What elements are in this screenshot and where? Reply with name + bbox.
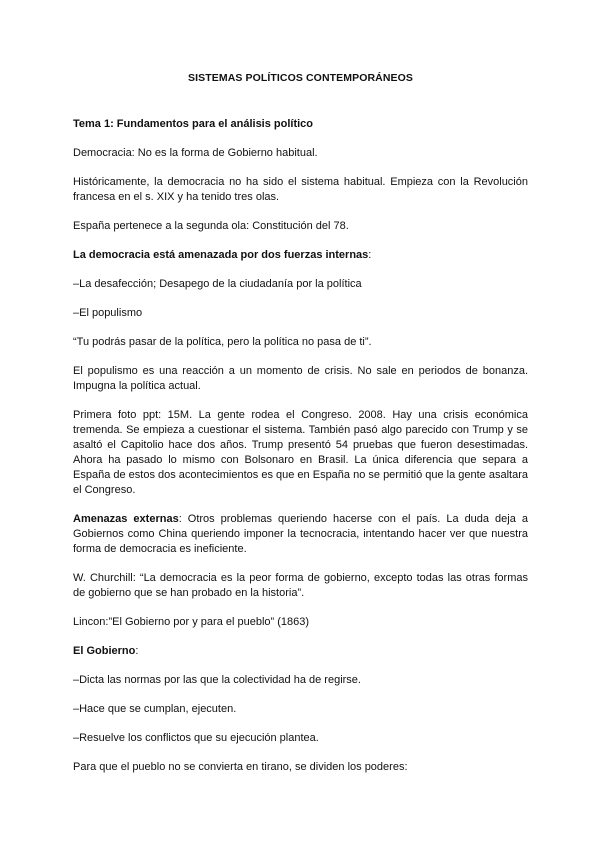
list-item-populismo: –El populismo <box>73 307 143 319</box>
amenazas-externas-text: : Otros problemas queriendo hacerse con el país. La duda deja a Gobiernos como China queriendo imponer la tecnocracia, intentando hacer ver que nuestra forma de democracia es ineficiente. <box>73 513 528 555</box>
paragraph-primera-foto: Primera foto ppt: 15M. La gente rodea el Congreso. 2008. Hay una crisis económica tremenda. Se empieza a cuestionar el sistema. También pasó algo parecido con Trump y se asaltó el Capitolio hace dos años. Trump presentó 54 pruebas que fueron desestimadas. Ahora ha pasado lo mismo con Bolsonaro en Brasil. La única diferencia que separa a España de estos dos acontecimientos es que en España no se permitió que la gente asaltara el Congreso. <box>73 409 528 496</box>
paragraph-espana: España pertenece a la segunda ola: Constitución del 78. <box>73 220 349 232</box>
list-item-dicta: –Dicta las normas por las que la colectividad ha de regirse. <box>73 674 361 686</box>
paragraph-populismo: El populismo es una reacción a un momento de crisis. No sale en periodos de bonanza. Impugna la política actual. <box>73 365 528 392</box>
paragraph-historicamente: Históricamente, la democracia no ha sido el sistema habitual. Empieza con la Revolución francesa en el s. XIX y ha tenido tres olas. <box>73 176 528 203</box>
heading-democracia-amenazada-text: La democracia está amenazada por dos fuerzas internas <box>73 249 369 261</box>
heading-democracia-amenazada-colon: : <box>368 249 372 261</box>
amenazas-externas-label: Amenazas externas <box>73 513 179 525</box>
paragraph-democracia: Democracia: No es la forma de Gobierno habitual. <box>73 147 318 159</box>
list-item-resuelve: –Resuelve los conflictos que su ejecución plantea. <box>73 732 319 744</box>
quote-politica: “Tu podrás pasar de la política, pero la política no pasa de ti”. <box>73 336 372 348</box>
quote-churchill: W. Churchill: “La democracia es la peor forma de gobierno, excepto todas las otras formas de gobierno que se han probado en la historia”. <box>73 572 528 599</box>
heading-el-gobierno-text: El Gobierno <box>73 645 136 657</box>
topic-heading: Tema 1: Fundamentos para el análisis político <box>73 118 314 130</box>
quote-lincon: Lincon:”El Gobierno por y para el pueblo” (1863) <box>73 616 310 628</box>
list-item-desafeccion: –La desafección; Desapego de la ciudadanía por la política <box>73 278 362 290</box>
paragraph-para-que: Para que el pueblo no se convierta en tirano, se dividen los poderes: <box>73 761 408 773</box>
document-title: SISTEMAS POLÍTICOS CONTEMPORÁNEOS <box>188 72 413 84</box>
heading-el-gobierno <box>73 644 528 659</box>
list-item-hace: –Hace que se cumplan, ejecuten. <box>73 703 237 715</box>
paragraph-amenazas-externas <box>73 512 528 557</box>
heading-democracia-amenazada <box>73 248 528 263</box>
heading-el-gobierno-colon: : <box>135 645 139 657</box>
